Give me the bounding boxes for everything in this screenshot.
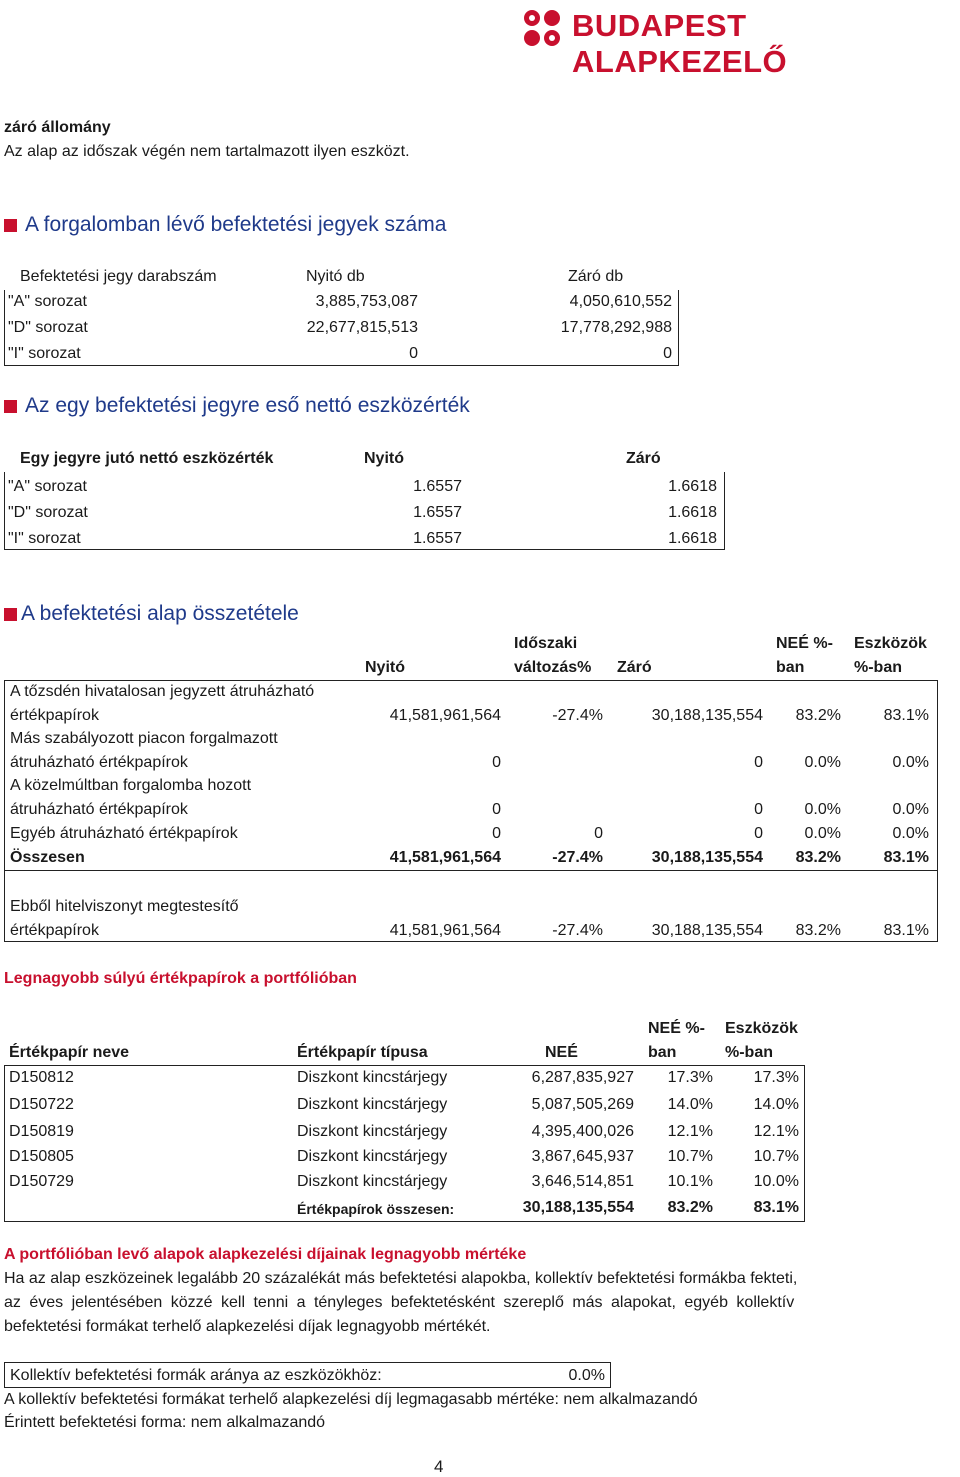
top-row-assets: 10.0%: [753, 1173, 799, 1190]
top-total-nee: 30,188,135,554: [522, 1199, 634, 1216]
comp-total-close: 30,188,135,554: [651, 849, 763, 866]
comp-row-nee: 0.0%: [804, 754, 841, 771]
comp-header-nee-line2: ban: [776, 659, 805, 676]
comp-row-open: 0: [492, 801, 501, 818]
comp-row-assets: 0.0%: [892, 754, 929, 771]
comp-row-open: 0: [492, 754, 501, 771]
units-row-open: 22,677,815,513: [306, 319, 418, 336]
nav-header-close: Záró: [626, 450, 661, 467]
top-header-neepct-line2: ban: [648, 1044, 677, 1061]
composition-divider: [4, 870, 938, 871]
top-row-neepct: 10.1%: [667, 1173, 713, 1190]
units-row-close: 17,778,292,988: [560, 319, 672, 336]
nav-row-close: 1.6618: [668, 504, 717, 521]
comp-header-change-line2: változás%: [514, 659, 592, 676]
comp-total-open: 41,581,961,564: [389, 849, 501, 866]
top-row-nee: 5,087,505,269: [531, 1096, 634, 1113]
comp-total-assets: 83.1%: [883, 849, 929, 866]
top-header-nee: NEÉ: [545, 1044, 578, 1061]
comp-row-close: 0: [754, 801, 763, 818]
nav-row-name: "I" sorozat: [8, 530, 81, 547]
comp-row-close: 30,188,135,554: [651, 707, 763, 724]
comp-row-change: -27.4%: [552, 707, 603, 724]
bullet-square-icon: [4, 219, 17, 232]
intro-text: Az alap az időszak végén nem tartalmazott ilyen eszközt.: [4, 143, 410, 160]
comp-total-label: Összesen: [10, 849, 85, 866]
top-row-assets: 17.3%: [753, 1069, 799, 1086]
nav-row-name: "D" sorozat: [8, 504, 88, 521]
top-holdings-title: Legnagyobb súlyú értékpapírok a portfólióban: [4, 970, 357, 987]
top-row-nee: 6,287,835,927: [531, 1069, 634, 1086]
units-row-open: 3,885,753,087: [315, 293, 418, 310]
units-header-open: Nyitó db: [306, 268, 365, 285]
comp-debt-close: 30,188,135,554: [651, 922, 763, 939]
top-row-neepct: 12.1%: [667, 1123, 713, 1140]
nav-row-open: 1.6557: [413, 530, 462, 547]
intro-heading: záró állomány: [4, 119, 111, 136]
comp-header-change-line1: Időszaki: [514, 635, 578, 652]
top-row-type: Diszkont kincstárjegy: [297, 1096, 448, 1113]
units-section-title: A forgalomban lévő befektetési jegyek száma: [4, 212, 446, 238]
comp-row-label-line1: Más szabályozott piacon forgalmazott: [10, 730, 278, 747]
top-row-name: D150812: [9, 1069, 74, 1086]
comp-debt-nee: 83.2%: [795, 922, 841, 939]
comp-header-open: Nyitó: [365, 659, 405, 676]
composition-section-title: A befektetési alap összetétele: [4, 601, 299, 627]
comp-header-nee-line1: NEÉ %-: [776, 635, 833, 652]
top-row-name: D150729: [9, 1173, 74, 1190]
nav-row-open: 1.6557: [413, 478, 462, 495]
fees-title: A portfólióban levő alapok alapkezelési díjainak legnagyobb mértéke: [4, 1246, 527, 1263]
top-row-name: D150805: [9, 1148, 74, 1165]
comp-row-open: 41,581,961,564: [389, 707, 501, 724]
top-row-assets: 10.7%: [753, 1148, 799, 1165]
comp-row-assets: 0.0%: [892, 801, 929, 818]
top-row-name: D150819: [9, 1123, 74, 1140]
comp-row-assets: 83.1%: [883, 707, 929, 724]
fees-paragraph-line3: befektetési formákat terhelő alapkezelési díjak legnagyobb mértékét.: [4, 1318, 491, 1335]
top-header-name: Értékpapír neve: [9, 1044, 130, 1061]
top-header-type: Értékpapír típusa: [297, 1044, 428, 1061]
units-row-name: "I" sorozat: [8, 345, 81, 362]
nav-header-name: Egy jegyre jutó nettó eszközérték: [20, 450, 274, 467]
comp-row-label: Egyéb átruházható értékpapírok: [10, 825, 238, 842]
nav-header-open: Nyitó: [364, 450, 404, 467]
comp-total-change: -27.4%: [552, 849, 603, 866]
comp-row-nee: 83.2%: [795, 707, 841, 724]
top-row-neepct: 10.7%: [667, 1148, 713, 1165]
top-header-assets-line2: %-ban: [725, 1044, 773, 1061]
comp-row-label-line1: A tőzsdén hivatalosan jegyzett átruházható: [10, 683, 315, 700]
brand-name: BUDAPEST ALAPKEZELŐ: [572, 8, 788, 79]
nav-row-name: "A" sorozat: [8, 478, 87, 495]
top-row-type: Diszkont kincstárjegy: [297, 1123, 448, 1140]
units-header-name: Befektetési jegy darabszám: [20, 268, 217, 285]
top-row-type: Diszkont kincstárjegy: [297, 1069, 448, 1086]
top-header-assets-line1: Eszközök: [725, 1020, 798, 1037]
page-number: 4: [434, 1457, 444, 1476]
bullet-square-icon: [4, 608, 17, 621]
comp-debt-assets: 83.1%: [883, 922, 929, 939]
affected-form-line: Érintett befektetési forma: nem alkalmazandó: [4, 1414, 326, 1431]
comp-header-assets-line1: Eszközök: [854, 635, 927, 652]
units-row-close: 4,050,610,552: [569, 293, 672, 310]
max-fee-line: A kollektív befektetési formákat terhelő alapkezelési díj legmagasabb mértéke: nem alkalmazandó: [4, 1391, 698, 1408]
units-row-close: 0: [663, 345, 672, 362]
nav-row-open: 1.6557: [413, 504, 462, 521]
units-row-name: "D" sorozat: [8, 319, 88, 336]
comp-row-assets: 0.0%: [892, 825, 929, 842]
comp-row-change: 0: [594, 825, 603, 842]
comp-debt-change: -27.4%: [552, 922, 603, 939]
top-row-assets: 12.1%: [753, 1123, 799, 1140]
collective-ratio-label: Kollektív befektetési formák aránya az eszközökhöz:: [10, 1367, 382, 1384]
comp-row-nee: 0.0%: [804, 825, 841, 842]
units-header-close: Záró db: [568, 268, 624, 285]
top-row-name: D150722: [9, 1096, 74, 1113]
fees-paragraph-line1: Ha az alap eszközeinek legalább 20 százalékát más befektetési alapokba, kollektív befektetési formákba fekteti,: [4, 1270, 798, 1287]
nav-row-close: 1.6618: [668, 478, 717, 495]
brand-logo: [520, 4, 960, 79]
units-row-open: 0: [409, 345, 418, 362]
top-header-neepct-line1: NEÉ %-: [648, 1020, 705, 1037]
comp-row-label-line2: értékpapírok: [10, 707, 99, 724]
nav-row-close: 1.6618: [668, 530, 717, 547]
top-row-type: Diszkont kincstárjegy: [297, 1173, 448, 1190]
nav-section-title: Az egy befektetési jegyre eső nettó eszközérték: [4, 393, 470, 419]
comp-row-open: 0: [492, 825, 501, 842]
comp-debt-label-line2: értékpapírok: [10, 922, 99, 939]
units-row-name: "A" sorozat: [8, 293, 87, 310]
comp-header-assets-line2: %-ban: [854, 659, 902, 676]
comp-row-label-line2: átruházható értékpapírok: [10, 754, 188, 771]
comp-row-label-line2: átruházható értékpapírok: [10, 801, 188, 818]
top-total-assets: 83.1%: [753, 1199, 799, 1216]
comp-debt-label-line1: Ebből hitelviszonyt megtestesítő: [10, 898, 239, 915]
top-row-nee: 3,867,645,937: [531, 1148, 634, 1165]
top-total-label: Értékpapírok összesen:: [297, 1201, 455, 1217]
top-row-type: Diszkont kincstárjegy: [297, 1148, 448, 1165]
bullet-square-icon: [4, 400, 17, 413]
top-row-neepct: 17.3%: [667, 1069, 713, 1086]
top-row-assets: 14.0%: [753, 1096, 799, 1113]
fees-paragraph-line2: az éves jelentésében közzé kell tenni a tényleges befektetésként szereplő más alapokat, egyéb kollektív: [4, 1294, 795, 1311]
top-row-nee: 4,395,400,026: [531, 1123, 634, 1140]
comp-header-close: Záró: [617, 659, 652, 676]
comp-row-nee: 0.0%: [804, 801, 841, 818]
comp-row-close: 0: [754, 825, 763, 842]
comp-debt-open: 41,581,961,564: [389, 922, 501, 939]
top-row-neepct: 14.0%: [667, 1096, 713, 1113]
collective-ratio-value: 0.0%: [568, 1367, 605, 1384]
top-row-nee: 3,646,514,851: [531, 1173, 634, 1190]
comp-row-label-line1: A közelmúltban forgalomba hozott: [10, 777, 252, 794]
comp-row-close: 0: [754, 754, 763, 771]
comp-total-nee: 83.2%: [795, 849, 841, 866]
logo-mark-icon: [520, 8, 566, 50]
top-total-neepct: 83.2%: [667, 1199, 713, 1216]
